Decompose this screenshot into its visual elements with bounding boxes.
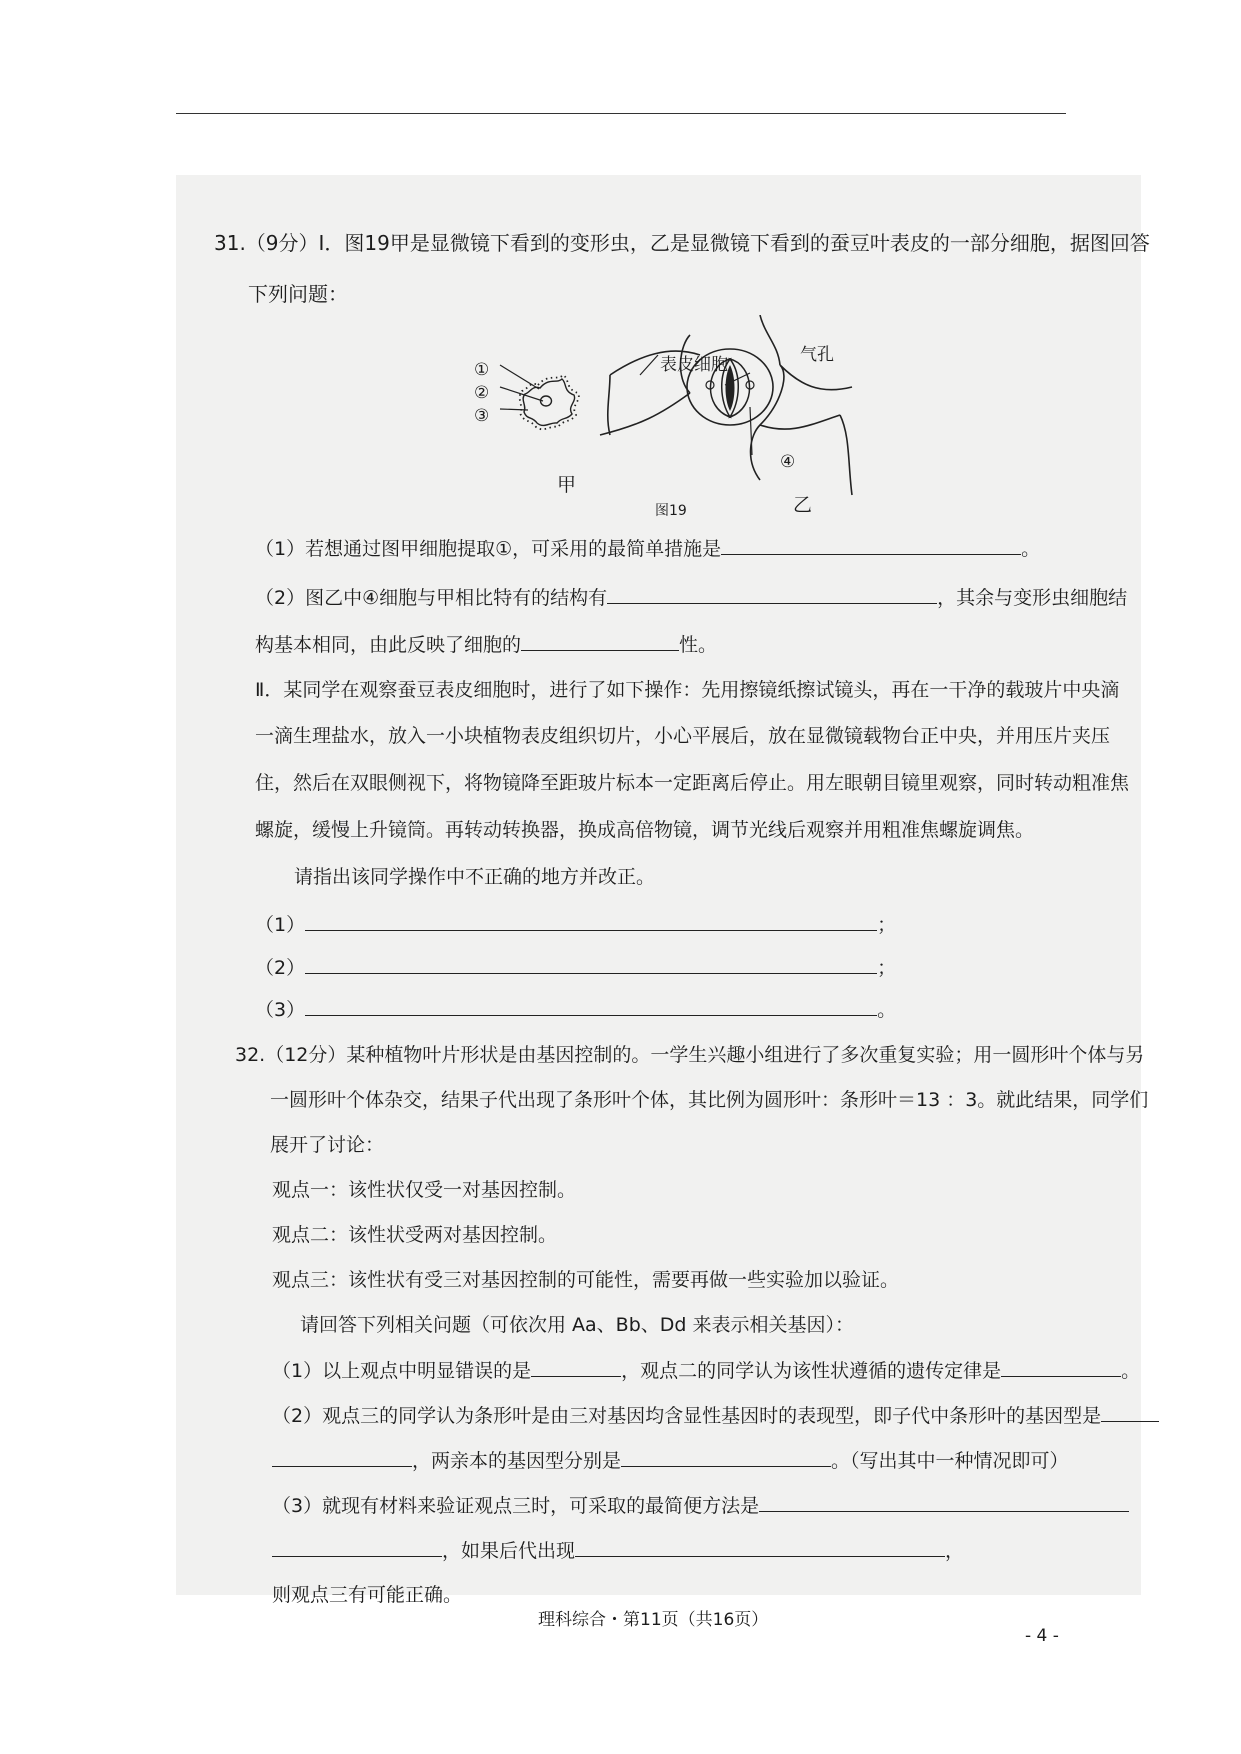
answer-blank[interactable]	[721, 536, 1021, 555]
q32-sub2-text-b: ，两亲本的基因型分别是	[412, 1450, 622, 1472]
answer-blank[interactable]	[305, 955, 877, 974]
q32-sub2-text: （2）观点三的同学认为条形叶是由三对基因均含显性基因时的表现型，即子代中条形叶的基因型是	[272, 1405, 1102, 1427]
semicolon: ；	[877, 957, 897, 979]
label-epidermal-cell: 表皮细胞	[660, 355, 728, 375]
answer-blank[interactable]	[272, 1448, 412, 1467]
q31-header: 31.（9分）Ⅰ．图19甲是显微镜下看到的变形虫，乙是显微镜下看到的蚕豆叶表皮的一部分细胞，据图回答	[214, 231, 1150, 255]
q32-line2: 一圆形叶个体杂交，结果子代出现了条形叶个体，其比例为圆形叶：条形叶＝13 ：3。就此结果，同学们	[270, 1089, 1149, 1111]
answer-blank[interactable]	[607, 585, 937, 604]
q31-header-cont: 下列问题：	[248, 282, 348, 306]
label-4: ④	[780, 452, 796, 472]
q31-part2-line3: 住，然后在双眼侧视下，将物镜降至距玻片标本一定距离后停止。用左眼朝目镜里观察，同时转动粗准焦	[255, 772, 1130, 794]
answer-blank[interactable]	[1001, 1358, 1121, 1377]
q32-sub2	[272, 1403, 1159, 1428]
q32-line1: 32.（12分）某种植物叶片形状是由基因控制的。一学生兴趣小组进行了多次重复实验；用一圆形叶个体与另	[235, 1044, 1145, 1066]
q32-sub1	[272, 1358, 1140, 1383]
amoeba-outline	[523, 379, 574, 425]
label-yi: 乙	[793, 494, 813, 516]
answer-blank[interactable]	[272, 1538, 442, 1557]
period: 。	[877, 999, 897, 1021]
q31-sub2	[255, 585, 1127, 610]
q32-view1: 观点一：该性状仅受一对基因控制。	[272, 1179, 577, 1201]
q31-answer-3	[255, 997, 896, 1022]
q32-sub2-cont	[272, 1448, 1069, 1473]
figure-caption: 图19	[655, 503, 687, 519]
q31-sub1-text: （1）若想通过图甲细胞提取①，可采用的最简单措施是	[255, 538, 722, 560]
answer-blank[interactable]	[531, 1358, 621, 1377]
pointer-3	[500, 409, 528, 410]
label-jia: 甲	[557, 474, 577, 496]
period: 。	[1121, 1360, 1141, 1382]
q32-sub1-text-b: ，观点二的同学认为该性状遵循的遗传定律是	[621, 1360, 1002, 1382]
label-stoma: 气孔	[800, 345, 834, 365]
q31-part2-line2: 一滴生理盐水，放入一小块植物表皮组织切片，小心平展后，放在显微镜载物台正中央，并用压片夹压	[255, 725, 1111, 747]
q32-sub3-end: 则观点三有可能正确。	[272, 1584, 463, 1606]
q31-sub2-text-b: ，其余与变形虫细胞结	[937, 587, 1128, 609]
comma: ，	[945, 1540, 965, 1562]
pointer-2	[500, 387, 543, 401]
q32-sub3-cont	[272, 1538, 964, 1563]
answer-num-3: （3）	[255, 999, 306, 1021]
q32-sub3	[272, 1493, 1129, 1518]
q32-sub1-text: （1）以上观点中明显错误的是	[272, 1360, 532, 1382]
q31-sub2-text-d: 性。	[679, 634, 718, 656]
q32-sub3-text: （3）就现有材料来验证观点三时，可采取的最简便方法是	[272, 1495, 760, 1517]
q32-line3: 展开了讨论：	[270, 1134, 385, 1156]
q32-sub2-text-c: 。（写出其中一种情况即可）	[831, 1450, 1069, 1472]
answer-blank[interactable]	[1101, 1403, 1159, 1422]
q31-answer-2	[255, 955, 896, 980]
q31-sub2-text-c: 构基本相同，由此反映了细胞的	[255, 634, 522, 656]
label-2: ②	[474, 383, 490, 403]
answer-blank[interactable]	[305, 912, 877, 931]
header-rule	[176, 113, 1066, 114]
q32-view3: 观点三：该性状有受三对基因控制的可能性，需要再做一些实验加以验证。	[272, 1269, 900, 1291]
semicolon: ；	[877, 914, 897, 936]
q32-view2: 观点二：该性状受两对基因控制。	[272, 1224, 558, 1246]
q31-part2-line1: Ⅱ．某同学在观察蚕豆表皮细胞时，进行了如下操作：先用擦镜纸擦试镜头，再在一干净的载玻片中央滴	[255, 679, 1120, 701]
answer-blank[interactable]	[521, 632, 679, 651]
q31-answer-1	[255, 912, 896, 937]
q32-ask: 请回答下列相关问题（可依次用 Aa、Bb、Dd 来表示相关基因）：	[300, 1314, 855, 1336]
answer-blank[interactable]	[759, 1493, 1129, 1512]
answer-num-2: （2）	[255, 957, 306, 979]
answer-blank[interactable]	[305, 997, 877, 1016]
q31-part2-line4: 螺旋，缓慢上升镜筒。再转动转换器，换成高倍物镜，调节光线后观察并用粗准焦螺旋调焦。	[255, 819, 1035, 841]
label-3: ③	[474, 406, 490, 426]
label-1: ①	[474, 360, 490, 380]
answer-blank[interactable]	[621, 1448, 831, 1467]
page-footer: 理科综合・第11页（共16页）	[538, 1610, 769, 1630]
pointer-1	[500, 365, 539, 389]
q31-sub2-text: （2）图乙中④细胞与甲相比特有的结构有	[255, 587, 608, 609]
q31-sub2-cont	[255, 632, 717, 657]
q31-sub1	[255, 536, 1040, 561]
answer-num-1: （1）	[255, 914, 306, 936]
q32-sub3-text-b: ，如果后代出现	[442, 1540, 576, 1562]
period: 。	[1021, 538, 1041, 560]
q31-part2-ask: 请指出该同学操作中不正确的地方并改正。	[294, 866, 656, 888]
page-number: - 4 -	[1025, 1626, 1059, 1646]
answer-blank[interactable]	[575, 1538, 945, 1557]
